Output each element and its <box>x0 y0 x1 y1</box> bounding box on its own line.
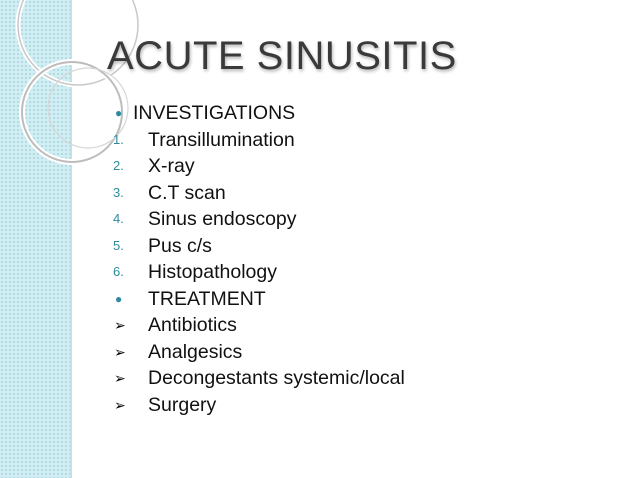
list-item-text: C.T scan <box>148 181 226 204</box>
arrow-bullet-icon: ➢ <box>114 343 126 360</box>
arrow-bullet-icon: ➢ <box>114 317 126 333</box>
list-item-text: Transillumination <box>148 128 295 151</box>
bullet-dot-icon: ● <box>115 291 123 306</box>
list-item-text: Decongestants systemic/local <box>148 367 405 389</box>
list-number: 5. <box>113 237 124 253</box>
list-item-text: INVESTIGATIONS <box>133 102 296 124</box>
list-item-text: Pus c/s <box>148 234 212 257</box>
list-number: 6. <box>113 264 124 279</box>
list-item-text: Surgery <box>148 393 217 416</box>
list-item-text: Histopathology <box>148 261 277 283</box>
bullet-dot-icon: ● <box>115 106 123 120</box>
list-item-text: TREATMENT <box>148 287 266 310</box>
list-item-text: Antibiotics <box>148 314 237 336</box>
list-item-text: Sinus endoscopy <box>148 208 297 230</box>
list-item-text: Analgesics <box>148 340 243 363</box>
list-number: 2. <box>113 158 124 173</box>
list-number: 1. <box>113 131 124 147</box>
arrow-bullet-icon: ➢ <box>114 370 126 386</box>
slide-title: ACUTE SINUSITIS <box>107 34 457 78</box>
list-item-text: X-ray <box>148 155 195 177</box>
arrow-bullet-icon: ➢ <box>114 396 126 413</box>
list-number: 3. <box>113 184 124 200</box>
list-number: 4. <box>113 211 124 226</box>
